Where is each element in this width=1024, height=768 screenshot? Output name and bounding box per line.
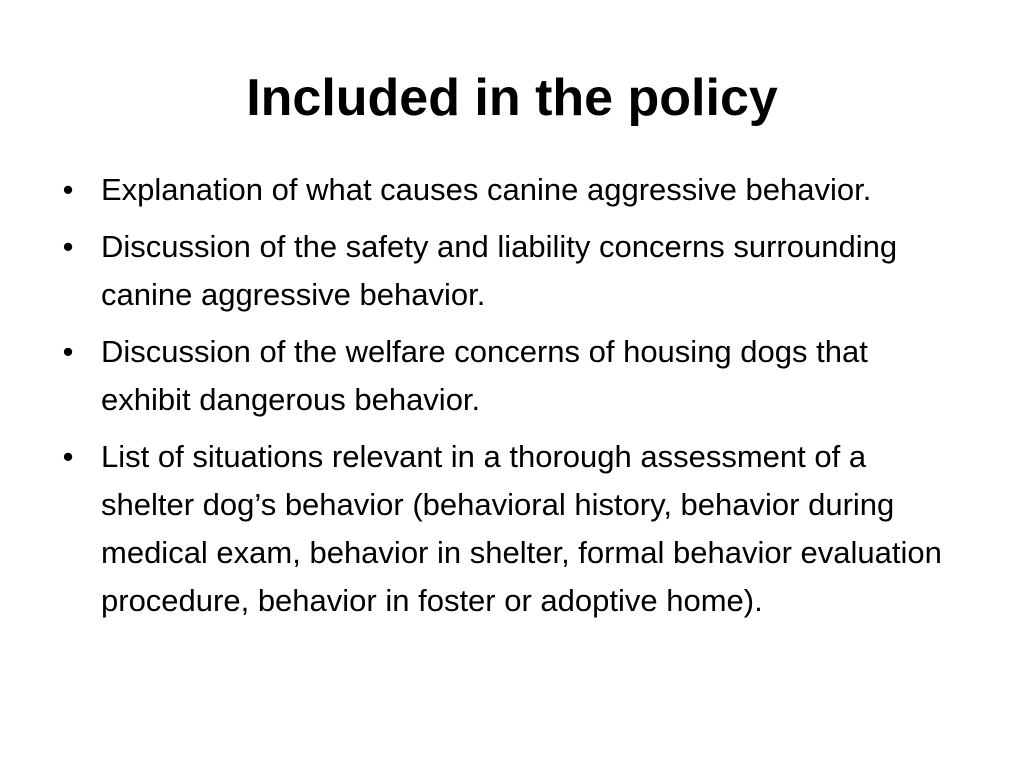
bullet-item	[58, 328, 958, 424]
bullet-item	[58, 433, 958, 625]
bullet-icon: •	[62, 334, 74, 369]
bullet-icon: •	[62, 439, 74, 474]
bullet-item	[58, 223, 958, 319]
slide-title: Included in the policy	[246, 69, 778, 127]
bullet-item	[58, 166, 958, 214]
bullet-text: Discussion of the welfare concerns of housing dogs that exhibit dangerous behavior.	[101, 334, 868, 417]
bullet-text: List of situations relevant in a thorough assessment of a shelter dog’s behavior (behavioral history, behavior during medical exam, behavior in shelter, formal behavior evaluation procedure, behavior in foster or adoptive home).	[101, 439, 942, 618]
bullet-list	[58, 166, 958, 634]
bullet-text: Discussion of the safety and liability concerns surrounding canine aggressive behavior.	[101, 229, 898, 312]
bullet-text: Explanation of what causes canine aggressive behavior.	[101, 172, 872, 207]
bullet-icon: •	[62, 229, 74, 264]
bullet-icon: •	[62, 172, 74, 207]
